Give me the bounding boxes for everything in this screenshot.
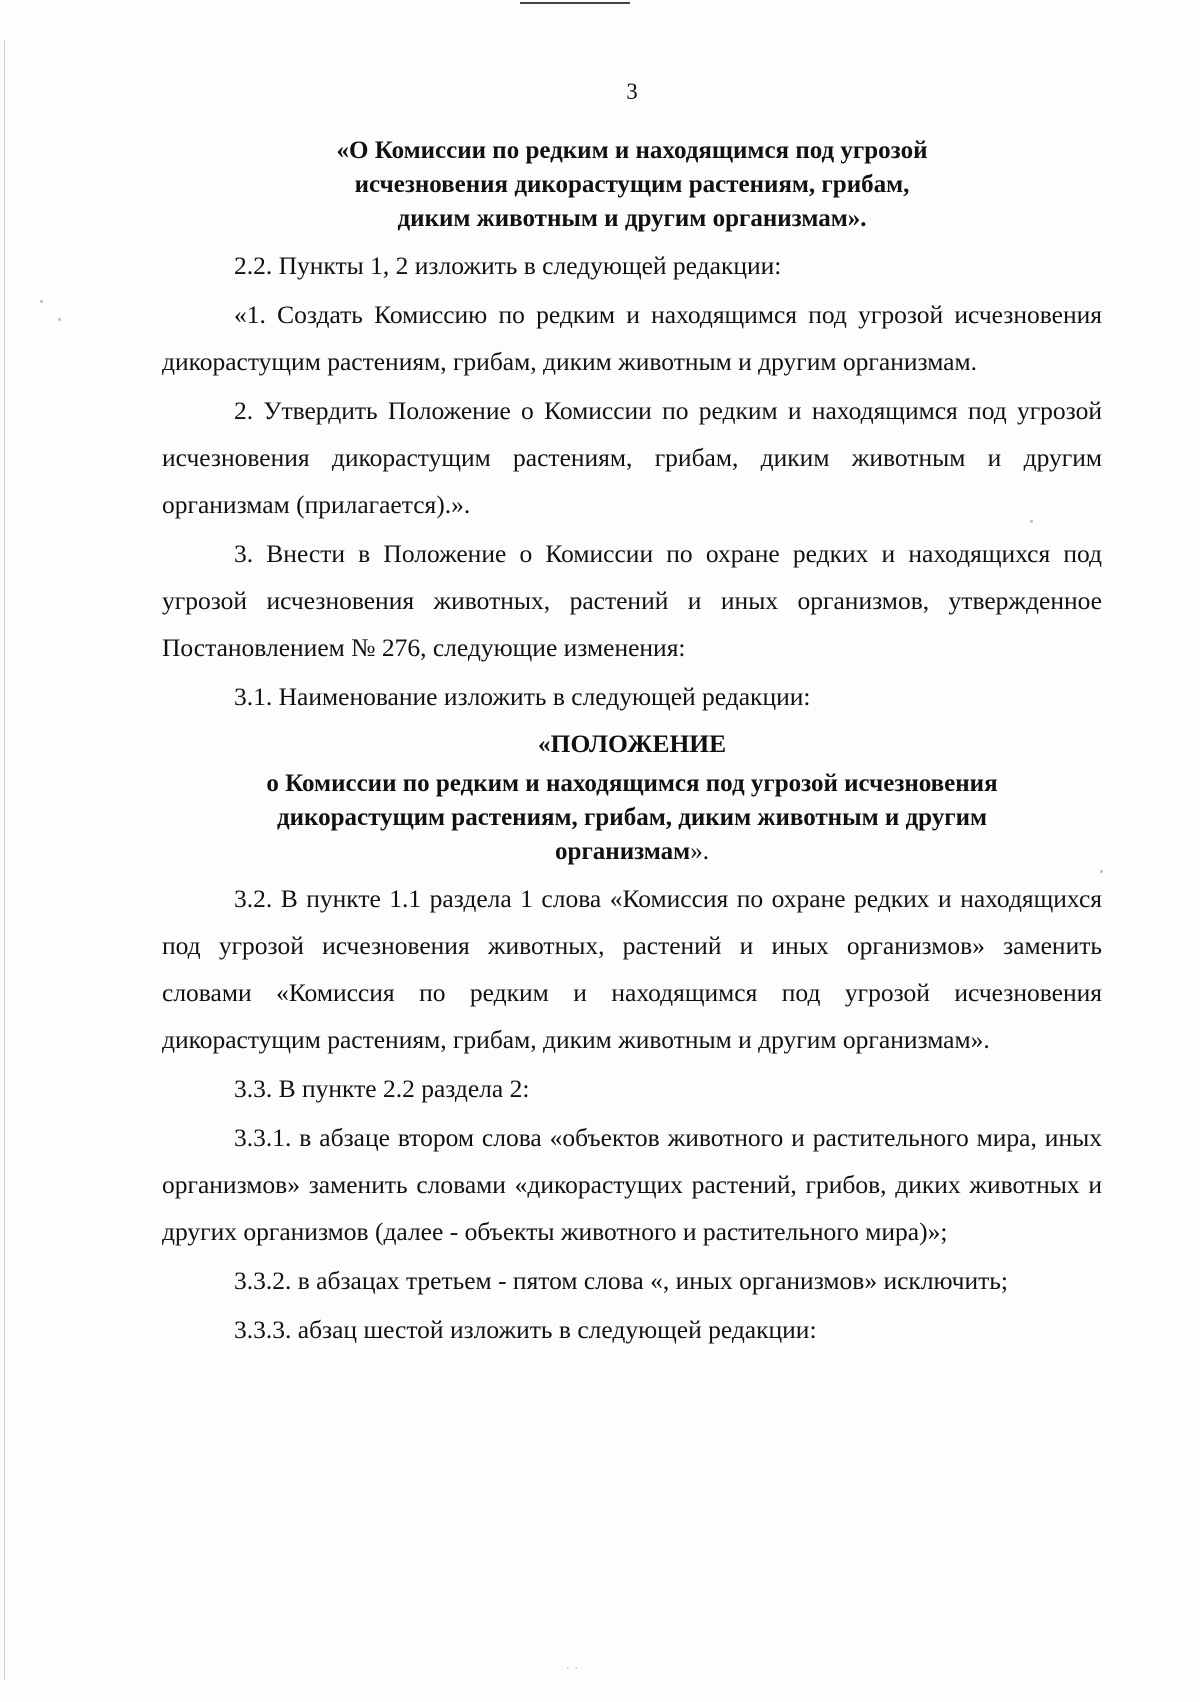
- subheading-line-3-text: организмам: [555, 838, 691, 865]
- paragraph-3: 3. Внести в Положение о Комиссии по охране редких и находящихся под угрозой исчезновения животных, растений и иных организмов, утвержденное Постановлением № 276, следующие изменения:: [162, 539, 1102, 662]
- subheading-line-1: о Комиссии по редким и находящимся под угрозой исчезновения: [266, 770, 998, 797]
- document-title: [162, 134, 1102, 236]
- document-body: [162, 242, 1102, 1355]
- top-rule: [520, 2, 630, 4]
- scan-edge: [4, 40, 5, 1680]
- title-line-3: диким животным и другим организмам».: [397, 205, 867, 232]
- section-heading: «ПОЛОЖЕНИЕ: [537, 729, 727, 758]
- subheading-line-3: [162, 835, 1102, 869]
- page-number: 3: [626, 79, 638, 104]
- paragraph-3-2: 3.2. В пункте 1.1 раздела 1 слова «Комиссия по охране редких и находящихся под угрозой исчезновения животных, растений и иных организмов» заменить словами «Комиссия по редким и находящимся под угрозой исчезновения дикорастущим растениям, грибам, диким животным и другим организмам».: [162, 884, 1102, 1054]
- paragraph-3-3-3: 3.3.3. абзац шестой изложить в следующей редакции:: [234, 1315, 817, 1344]
- paragraph-3-3-2: 3.3.2. в абзацах третьем - пятом слова «, иных организмов» исключить;: [234, 1266, 1008, 1295]
- paragraph-3-1: 3.1. Наименование изложить в следующей редакции:: [234, 682, 811, 711]
- scan-speck: [1030, 520, 1033, 523]
- section-subheading: [162, 767, 1102, 869]
- paragraph-item-2: 2. Утвердить Положение о Комиссии по редким и находящимся под угрозой исчезновения дикорастущим растениям, грибам, диким животным и другим организмам (прилагается).».: [162, 396, 1102, 519]
- paragraph-2-2: 2.2. Пункты 1, 2 изложить в следующей редакции:: [234, 251, 782, 280]
- scan-artifact: · ·: [566, 1663, 580, 1675]
- scan-speck: [58, 318, 61, 321]
- subheading-line-2: дикорастущим растениям, грибам, диким животным и другим: [276, 804, 988, 831]
- paragraph-3-3: 3.3. В пункте 2.2 раздела 2:: [234, 1074, 530, 1103]
- paragraph-3-3-1: 3.3.1. в абзаце втором слова «объектов животного и растительного мира, иных организмов» заменить словами «дикорастущих растений, грибов, диких животных и других организмов (далее - объекты животного и растительного мира)»;: [162, 1123, 1102, 1246]
- title-line-1: «О Комиссии по редким и находящимся под угрозой: [336, 137, 928, 164]
- title-line-2: исчезновения дикорастущим растениям, грибам,: [354, 171, 910, 198]
- paragraph-item-1: «1. Создать Комиссию по редким и находящимся под угрозой исчезновения дикорастущим растениям, грибам, диким животным и другим организмам.: [162, 300, 1102, 376]
- subheading-line-3-tail: ».: [690, 838, 709, 865]
- scan-speck: [1100, 870, 1103, 873]
- scan-speck: [40, 300, 43, 303]
